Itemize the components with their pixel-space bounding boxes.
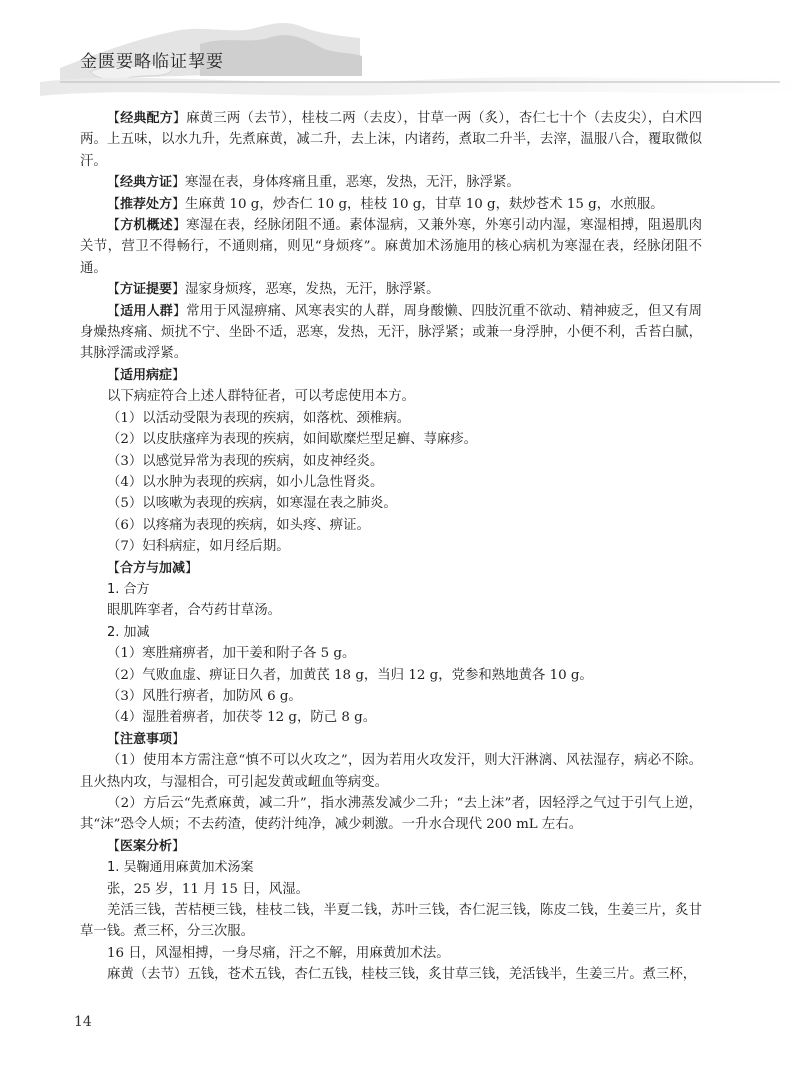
disease-item: （7）妇科病症，如月经后期。: [107, 539, 290, 555]
diseases-intro: 以下病症符合上述人群特征者，可以考虑使用本方。: [107, 389, 415, 405]
section-label: 注意事项: [120, 731, 173, 747]
disease-item: （5）以咳嗽为表现的疾病，如寒湿在表之肺炎。: [107, 496, 397, 512]
section-label: 合方与加减: [120, 560, 186, 576]
section-text: 湿家身烦疼，恶寒，发热，无汗，脉浮紧。: [185, 282, 440, 298]
case-paragraph: 羌活三钱，苦桔梗三钱，桂枝二钱，半夏二钱，苏叶三钱，杏仁泥三钱，陈皮二钱，生姜三片，炙甘草一钱。煮三杯，分三次服。: [80, 903, 702, 940]
case-paragraph: 麻黄（去节）五钱，苍术五钱，杏仁五钱，桂枝三钱，炙甘草三钱，羌活钱半，生姜三片。煮三杯，: [107, 967, 697, 983]
subsection-title: 1. 吴鞠通用麻黄加术汤案: [107, 860, 254, 876]
modification-item: （1）寒胜痛痹者，加干姜和附子各 5 g。: [107, 646, 356, 662]
section-combination-modification-heading: 【合方与加减】: [107, 560, 199, 576]
page-body: [80, 108, 702, 986]
section-label: 推荐处方: [120, 196, 173, 212]
modification-item: （4）湿胜着痹者，加茯苓 12 g，防己 8 g。: [107, 710, 377, 726]
precaution-item: （2）方后云“先煮麻黄，减二升”，指水沸蒸发减少二升；“去上沫”者，因轻浮之气过于引气上逆，其“沫”恐令人烦；不去药渣，使药汁纯净，减少刺激。一升水合现代 200 mL 左右。: [80, 796, 702, 833]
subsection-title: 1. 合方: [107, 581, 150, 597]
section-text: 寒湿在表，经脉闭阻不通。素体湿病，又兼外寒，外寒引动内湿，寒湿相搏，阻遏肌肉关节，营卫不得畅行，不通则痛，则见“身烦疼”。麻黄加术汤施用的核心病机为寒湿在表，经脉闭阻不通。: [80, 218, 702, 276]
section-label: 方机概述: [120, 218, 173, 234]
disease-item: （4）以水肿为表现的疾病，如小儿急性肾炎。: [107, 474, 384, 490]
disease-item: （1）以活动受限为表现的疾病，如落枕、颈椎病。: [107, 410, 411, 426]
section-target-population: 【适用人群】常用于风湿痹痛、风寒表实的人群，周身酸懒、四肢沉重不欲动、精神疲乏，但又有周身燥热疼痛、烦扰不宁、坐卧不适，恶寒，发热，无汗，脉浮紧；或兼一身浮肿，小便不利，舌苔白腻，其脉浮濡或浮紧。: [80, 303, 702, 362]
section-label: 适用人群: [120, 303, 173, 319]
section-text: 常用于风湿痹痛、风寒表实的人群，周身酸懒、四肢沉重不欲动、精神疲乏，但又有周身燥热疼痛、烦扰不宁、坐卧不适，恶寒，发热，无汗，脉浮紧；或兼一身浮肿，小便不利，舌苔白腻，其脉浮濡或浮紧。: [80, 303, 702, 362]
section-label: 方证提要: [120, 282, 173, 298]
section-classic-indication: 【经典方证】寒湿在表，身体疼痛且重，恶寒，发热，无汗，脉浮紧。: [107, 175, 520, 191]
section-label: 医案分析: [120, 838, 173, 854]
section-text: 生麻黄 10 g，炒杏仁 10 g，桂枝 10 g，甘草 10 g，麸炒苍术 15 g，水煎服。: [185, 196, 664, 212]
section-label: 适用病症: [120, 367, 173, 383]
subsection-title: 2. 加减: [107, 624, 150, 640]
section-precautions-heading: 【注意事项】: [107, 731, 186, 747]
page-header: [0, 0, 800, 110]
section-pathogenesis-overview: 【方机概述】寒湿在表，经脉闭阻不通。素体湿病，又兼外寒，外寒引动内湿，寒湿相搏，阻遏肌肉关节，营卫不得畅行，不通则痛，则见“身烦疼”。麻黄加术汤施用的核心病机为寒湿在表，经脉闭阻不通。: [80, 218, 702, 276]
disease-item: （3）以感觉异常为表现的疾病，如皮神经炎。: [107, 453, 384, 469]
section-text: 寒湿在表，身体疼痛且重，恶寒，发热，无汗，脉浮紧。: [185, 175, 520, 191]
section-classic-formula: 【经典配方】麻黄三两（去节），桂枝二两（去皮），甘草一两（炙），杏仁七十个（去皮尖），白术四两。上五味，以水九升，先煮麻黄，减二升，去上沫，内诸药，煮取二升半，去滓，温服八合，覆取微似汗。: [80, 111, 702, 169]
book-title: 金匮要略临证挈要: [80, 52, 224, 72]
disease-item: （6）以疼痛为表现的疾病，如头疼、痹证。: [107, 517, 370, 533]
section-label: 经典配方: [120, 111, 173, 126]
section-indication-summary: 【方证提要】湿家身烦疼，恶寒，发热，无汗，脉浮紧。: [107, 282, 440, 298]
page-number: 14: [74, 1014, 92, 1030]
modification-item: （3）风胜行痹者，加防风 6 g。: [107, 688, 302, 704]
precaution-item: （1）使用本方需注意“慎不可以火攻之”，因为若用火攻发汗，则大汗淋漓、风祛湿存，病必不除。且火热内攻，与湿相合，可引起发黄或衄血等病变。: [80, 753, 702, 790]
section-label: 经典方证: [120, 175, 173, 191]
case-paragraph: 16 日，风湿相搏，一身尽痛，汗之不解，用麻黄加术法。: [107, 945, 450, 961]
modification-item: （2）气败血虚、痹证日久者，加黄芪 18 g，当归 12 g，党参和熟地黄各 10 g。: [107, 667, 593, 683]
case-paragraph: 张，25 岁，11 月 15 日，风湿。: [107, 881, 310, 897]
section-applicable-diseases-heading: 【适用病症】: [107, 367, 186, 383]
disease-item: （2）以皮肤瘙痒为表现的疾病，如间歇糜烂型足癣、荨麻疹。: [107, 432, 478, 448]
section-text: 麻黄三两（去节），桂枝二两（去皮），甘草一两（炙），杏仁七十个（去皮尖），白术四两。上五味，以水九升，先煮麻黄，减二升，去上沫，内诸药，煮取二升半，去滓，温服八合，覆取微似汗。: [80, 111, 702, 169]
subsection-text: 眼肌阵挛者，合芍药甘草汤。: [107, 603, 282, 619]
section-recommended-prescription: 【推荐处方】生麻黄 10 g，炒杏仁 10 g，桂枝 10 g，甘草 10 g，麸炒苍术 15 g，水煎服。: [107, 196, 664, 212]
section-case-analysis-heading: 【医案分析】: [107, 838, 186, 854]
mist-band: [40, 77, 800, 96]
